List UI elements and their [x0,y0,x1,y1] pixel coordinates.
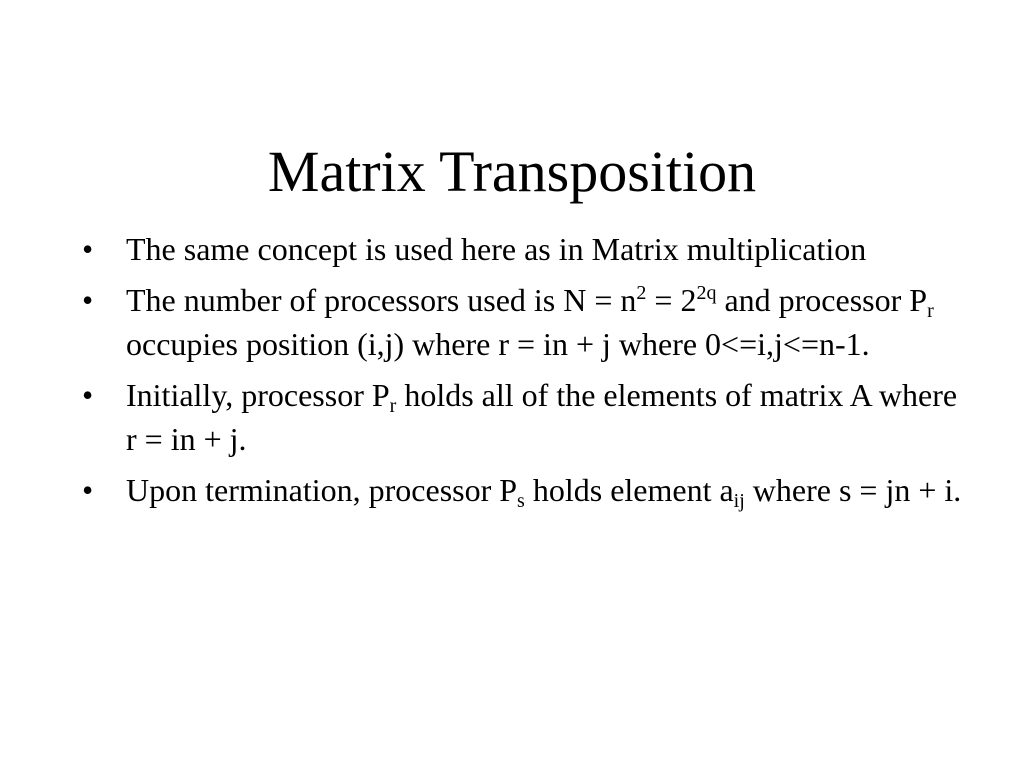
bullet-item-2 [82,278,962,366]
bullet-1-text: The same concept is used here as in Matrix multiplication [126,231,867,267]
bullet-2-subscript-1: r [927,300,934,322]
bullet-dot-icon: • [82,282,94,318]
bullet-4-subscript-2: ij [733,490,745,512]
bullet-2-superscript-2: 2q [696,282,717,304]
bullet-item-3 [82,373,962,461]
bullet-item-1 [82,227,962,271]
bullet-4-text-part-2: holds element a [524,472,734,508]
bullet-dot-icon: • [82,377,94,413]
bullet-dot-icon: • [82,231,94,267]
bullet-2-text-part-2: = 2 [646,282,697,318]
bullet-4-text-part-1: Upon termination, processor P [126,472,518,508]
bullet-4-text-part-3: where s = jn + i. [744,472,962,508]
bullet-2-text-part-3: and processor P [716,282,928,318]
bullet-3-subscript-1: r [389,395,397,417]
bullet-2-superscript-1: 2 [636,282,647,304]
slide-title: Matrix Transposition [267,138,757,204]
bullet-2-text-part-4: occupies position (i,j) where r = in + j where 0<=i,j<=n-1. [126,326,870,362]
bullet-2-text-part-1: The number of processors used is N = n [126,282,637,318]
bullet-dot-icon: • [82,472,94,508]
bullet-3-text-part-2: holds all of the elements of matrix A where r = in + j. [126,377,958,457]
bullet-list [82,227,962,519]
bullet-3-text-part-1: Initially, processor P [126,377,390,413]
bullet-4-subscript-1: s [517,490,525,512]
bullet-item-4 [82,468,962,512]
